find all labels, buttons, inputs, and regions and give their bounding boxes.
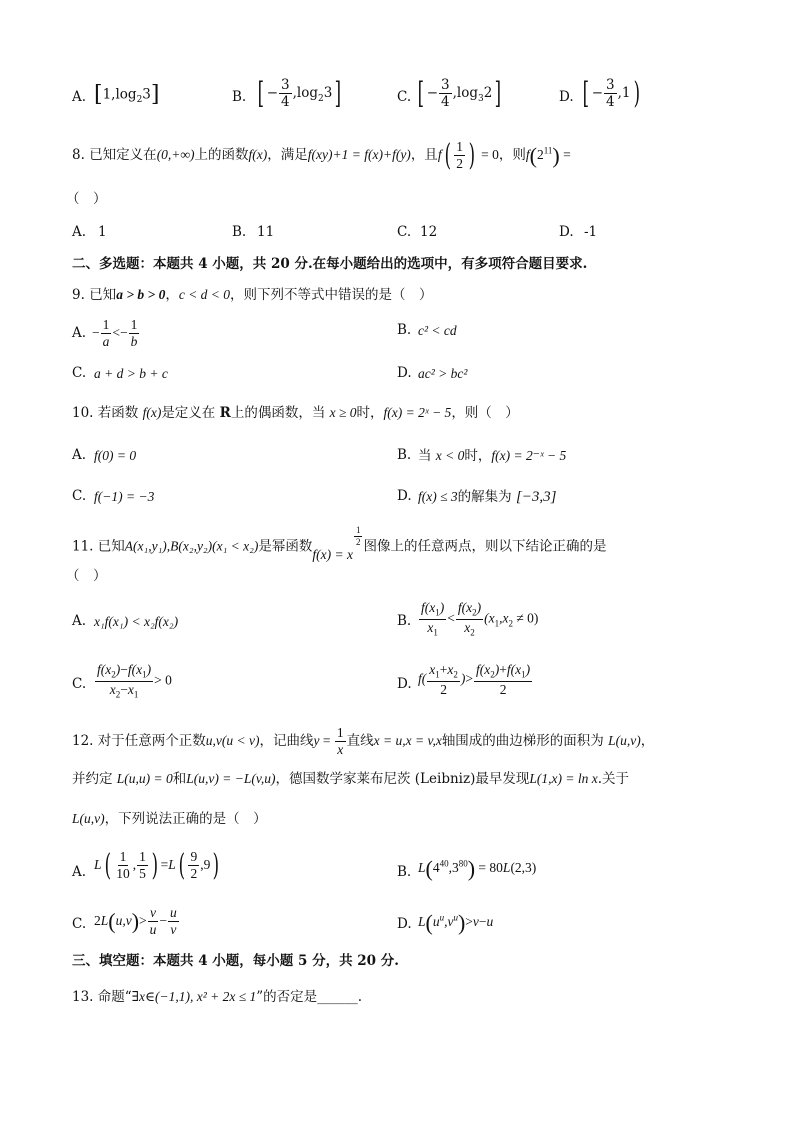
q12-stem-text-9: .关于 <box>597 771 629 787</box>
q9-option-b-label: B. <box>397 322 412 338</box>
q7-option-b-label: B. <box>232 89 247 105</box>
q11-stem <box>72 525 607 562</box>
q12-number: 12. <box>72 732 94 749</box>
q12-stem-line-3 <box>72 812 267 827</box>
q7-option-c[interactable]: [ − $\frac{3}{4}$ $,\log_32$] <box>417 75 502 111</box>
q8-option-b[interactable]: 11 <box>257 224 275 240</box>
q11-option-b[interactable]: $\frac{f(x_1)}{x_1}$ < $\frac{f(x_2)}{x_2}$ $(x_1,x_2 \ne 0)$ <box>421 600 539 638</box>
q10-option-c[interactable]: f(−1) = −3 <box>94 489 155 504</box>
q12-stem-text-8: 最早发现 <box>475 771 530 787</box>
q7-option-b[interactable]: [ − $\frac{3}{4}$ $,\log_23$] <box>257 75 342 111</box>
q7-option-d[interactable]: [ − $\frac{3}{4}$ ,1) <box>582 75 640 111</box>
section-2-heading: 二、多选题：本题共 4 小题，共 20 分.在每小题给出的选项中，有多项符合题目要求. <box>72 256 588 272</box>
q13-proposition: ∃x∈(−1,1), x² + 2x ≤ 1 <box>131 989 257 1004</box>
q12-leibniz: (Leibniz) <box>414 771 476 787</box>
q9-option-a-label: A. <box>72 325 87 341</box>
q12-option-b[interactable]: $L(4^{40},3^{80}) = 80L(2,3)$ <box>418 856 537 881</box>
q12-stem-text-1: 对于任意两个正数 <box>97 732 206 749</box>
q11-answer-paren: （ ） <box>66 568 107 584</box>
q10-option-d-set: [−3,3] <box>515 489 557 505</box>
q8-option-a[interactable]: 1 <box>98 224 107 240</box>
q12-uv: u,v(u < v) <box>205 732 260 748</box>
q8-options <box>72 226 712 244</box>
q10-option-b[interactable] <box>418 449 566 464</box>
q11-option-c-label: C. <box>72 676 87 692</box>
q10-stem-text-1: 若函数 <box>97 405 139 421</box>
q12-option-d-label: D. <box>397 916 412 932</box>
q10-stem-text-2: 是定义在 <box>161 405 216 421</box>
q12-option-c-label: C. <box>72 916 87 932</box>
q7-option-c-label: C. <box>397 89 412 105</box>
q12-and: 和 <box>172 771 187 787</box>
q10-definition: f(x) = 2ˣ − 5 <box>383 405 452 420</box>
q9-condition-1: a > b > 0 <box>116 287 166 302</box>
q13-stem <box>72 990 362 1005</box>
q10-stem-text-3: 上的偶函数，当 <box>230 405 326 421</box>
q11-option-a-label: A. <box>72 613 87 629</box>
q9-option-c[interactable]: a + d > b + c <box>94 366 168 381</box>
q10-option-c-label: C. <box>72 488 87 504</box>
q10-option-d-formula: f(x) ≤ 3 <box>418 489 458 504</box>
q12-option-a[interactable]: L( $\frac{1}{10}$ , $\frac{1}{5}$ ) =L( $\frac{9}{2}$ ,9) <box>94 847 220 883</box>
q8-equation: f(xy)+1 = f(x)+f(y) <box>307 146 411 162</box>
q12-found: L(1,x) = ln x <box>529 771 598 786</box>
q11-option-c[interactable]: $\frac{f(x_2)-f(x_1)}{x_2-x_1}$ > 0 <box>97 662 172 700</box>
q8-stem-text-2: 上的函数 <box>194 146 249 163</box>
q10-option-b-text-2: 时， <box>464 448 492 464</box>
q8-stem-text-5: ，则 <box>498 146 526 163</box>
q10-stem-text-5: ，则（ ） <box>451 405 519 421</box>
q8-answer-paren: （ ） <box>66 191 107 207</box>
q10-option-b-formula: f(x) = 2⁻ˣ − 5 <box>491 448 567 463</box>
q10-condition: x ≥ 0 <box>329 405 357 420</box>
q8-given: f( $\frac{1}{2}$ ) = 0 <box>437 137 499 173</box>
q8-fx: f(x) <box>248 146 268 162</box>
q8-option-c-label: C. <box>397 224 412 240</box>
q12-definition-2: L(u,v) = −L(v,u) <box>186 771 276 786</box>
q9-stem-text-2: ，则下列不等式中错误的是（ ） <box>230 287 433 303</box>
q9-options-row-1 <box>72 318 712 352</box>
q12-stem-text-6: 并约定 <box>72 771 113 787</box>
q11-options-row-2 <box>72 663 732 703</box>
q8-stem-text-1: 已知定义在 <box>89 146 157 163</box>
q11-option-d[interactable]: f( $\frac{x_1+x_2}{2}$ )> $\frac{f(x_2)+f(x_1)}{2}$ <box>418 662 531 698</box>
q12-stem-text-5: ， <box>640 732 655 749</box>
q12-stem-line-2 <box>72 772 629 787</box>
q12-L-uv-2: L(u,v) <box>72 811 105 826</box>
q7-option-a[interactable]: $[1,\log_23]$ <box>94 82 160 107</box>
q8-option-d-label: D. <box>559 224 574 240</box>
q11-stem-text-3: 图像上的任意两点，则以下结论正确的是 <box>363 538 607 555</box>
q9-option-b[interactable]: c² < cd <box>418 323 457 338</box>
q8-stem-text-4: ，且 <box>410 146 438 163</box>
q12-stem-text-7: ，德国数学家莱布尼茨 <box>275 771 411 787</box>
q10-real-set: R <box>219 405 231 421</box>
q8-stem <box>72 137 571 173</box>
q11-function: f(x) = x $^{\frac{1}{2}}$ <box>312 525 361 562</box>
q12-option-a-label: A. <box>72 864 87 880</box>
q12-stem-text-3: 直线 <box>346 732 374 749</box>
q13-end: . <box>357 989 362 1005</box>
q10-stem <box>72 406 519 421</box>
q13-stem-text-1: 命题“ <box>97 989 132 1005</box>
q12-option-b-label: B. <box>397 864 412 880</box>
q12-option-d[interactable]: $L(u^u,v^u)>v-u$ <box>418 910 494 935</box>
q13-answer-blank[interactable]: ______ <box>317 989 358 1005</box>
q9-option-d-label: D. <box>397 365 412 381</box>
q10-option-b-label: B. <box>397 447 412 463</box>
q7-option-d-label: D. <box>559 89 574 105</box>
q10-options-row-1 <box>72 449 712 467</box>
q8-option-d[interactable]: -1 <box>584 224 598 240</box>
q12-options-row-2 <box>72 906 732 946</box>
q8-number: 8. <box>72 146 85 163</box>
q9-stem-text-1: 已知 <box>89 287 117 303</box>
q7-options <box>72 75 712 114</box>
q9-options-row-2 <box>72 367 712 385</box>
q9-option-d[interactable]: ac² > bc² <box>418 366 468 381</box>
q10-option-b-text-1: 当 <box>418 448 432 464</box>
section-3-heading: 三、填空题：本题共 4 小题，每小题 5 分，共 20 分. <box>72 953 399 969</box>
q11-option-a[interactable]: x₁f(x₁) < x₂f(x₂) <box>94 614 179 629</box>
q8-option-b-label: B. <box>232 224 247 240</box>
q12-option-c[interactable]: 2L(u,v)> $\frac{v}{u}$ − $\frac{u}{v}$ <box>94 905 177 938</box>
q12-stem-text-2: ，记曲线 <box>259 732 314 749</box>
q8-stem-text-3: ，满足 <box>267 146 308 163</box>
q12-L-uv: L(u,v) <box>608 732 641 748</box>
q10-option-d-text: 的解集为 <box>457 489 512 505</box>
q12-lines: x = u,x = v,x <box>373 732 442 748</box>
q9-option-c-label: C. <box>72 365 87 381</box>
q9-stem <box>72 288 433 303</box>
q7-option-a-label: A. <box>72 89 87 105</box>
q13-number: 13. <box>72 989 94 1005</box>
q10-number: 10. <box>72 405 94 421</box>
q12-stem-line-1 <box>72 726 654 757</box>
q8-domain: (0,+∞) <box>156 146 195 162</box>
q12-definition-1: L(u,u) = 0 <box>116 771 173 786</box>
q11-options-row-1 <box>72 601 732 641</box>
q10-option-d-label: D. <box>397 488 412 504</box>
q10-option-b-condition: x < 0 <box>435 448 465 463</box>
q8-option-a-label: A. <box>72 224 87 240</box>
q9-sep: ， <box>165 287 179 303</box>
q10-stem-text-4: 时， <box>356 405 384 421</box>
q10-option-d[interactable] <box>418 490 557 505</box>
q13-stem-text-2: ”的否定是 <box>256 989 318 1005</box>
q9-option-a[interactable]: − $\frac{1}{a}$ <− $\frac{1}{b}$ <box>92 317 138 350</box>
q10-options-row-2 <box>72 490 712 508</box>
q10-option-a[interactable]: f(0) = 0 <box>94 448 137 463</box>
q11-option-d-label: D. <box>397 676 412 692</box>
q12-stem-text-10: ，下列说法正确的是（ ） <box>104 811 267 827</box>
q12-curve: y = $\frac{1}{x}$ <box>313 725 344 758</box>
q11-stem-text-2: 是幂函数 <box>258 538 313 555</box>
q9-number: 9. <box>72 287 85 303</box>
q8-ask: $f(2^{11})$ = <box>525 142 571 168</box>
q11-number: 11. <box>72 538 94 555</box>
q12-stem-text-4: 轴围成的曲边梯形的面积为 <box>441 732 604 749</box>
q11-points: A(x₁,y₁),B(x₂,y₂)(x₁ < x₂) <box>124 538 259 554</box>
q10-fx: f(x) <box>142 405 162 420</box>
q12-options-row-1 <box>72 847 732 892</box>
q10-option-a-label: A. <box>72 447 87 463</box>
q9-condition-2: c < d < 0 <box>178 287 231 302</box>
q11-stem-text-1: 已知 <box>97 538 125 555</box>
q11-option-b-label: B. <box>397 613 412 629</box>
q8-option-c[interactable]: 12 <box>420 224 438 240</box>
